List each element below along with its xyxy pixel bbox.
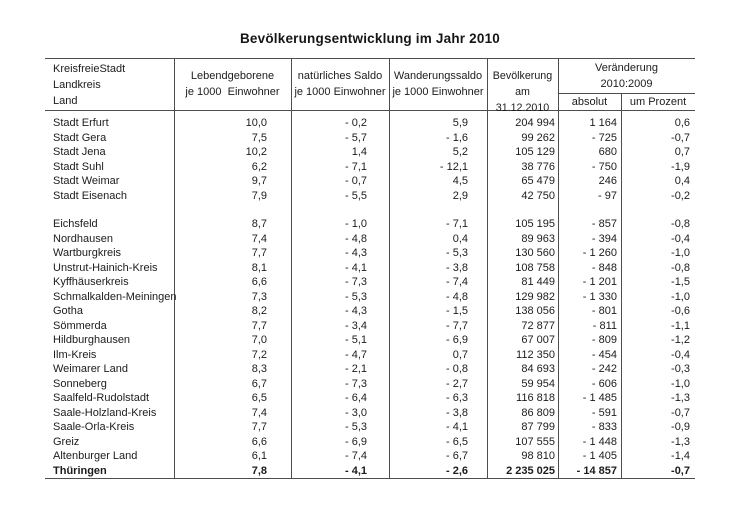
cell-value: - 809 xyxy=(591,334,617,346)
cell-value: -0,7 xyxy=(671,131,690,144)
cell-value: - 848 xyxy=(591,261,617,274)
cell-value: - 0,2 xyxy=(344,117,367,129)
cell-value: -1,3 xyxy=(671,392,690,404)
cell-value: - 4,1 xyxy=(344,464,367,477)
cell-value: 2 235 025 xyxy=(506,464,555,477)
cell-value: - 7,4 xyxy=(445,276,468,288)
cell-value: - 750 xyxy=(591,160,617,173)
cell-value: - 3,0 xyxy=(344,406,367,419)
cell-value: 8,1 xyxy=(251,261,267,274)
cell-value: 246 xyxy=(598,175,617,187)
row-label: Stadt Weimar xyxy=(53,175,120,187)
cell-value: 7,3 xyxy=(251,290,267,303)
cell-value: 680 xyxy=(598,146,617,158)
table-row xyxy=(45,145,695,160)
cell-value: 7,9 xyxy=(251,189,267,202)
row-label: Thüringen xyxy=(53,464,107,477)
header-line: Land xyxy=(53,95,78,107)
row-label: Wartburgkreis xyxy=(53,247,122,259)
cell-value: 38 776 xyxy=(521,160,555,173)
cell-value: 6,7 xyxy=(251,377,267,390)
cell-value: - 1 260 xyxy=(582,247,617,259)
cell-value: 10,2 xyxy=(245,146,267,158)
cell-value: 7,5 xyxy=(251,131,267,144)
cell-value: 65 479 xyxy=(521,175,555,187)
header-line: natürliches Saldo xyxy=(297,70,383,82)
cell-value: 8,2 xyxy=(251,305,267,317)
header-region-type xyxy=(53,61,125,109)
cell-value: -0,4 xyxy=(671,348,690,361)
row-label: Sömmerda xyxy=(53,319,107,332)
header-line: je 1000 Einwohner xyxy=(392,86,484,98)
cell-value: - 1 330 xyxy=(582,290,617,303)
cell-value: 107 555 xyxy=(515,435,555,448)
row-label: Saalfeld-Rudolstadt xyxy=(53,392,150,404)
header-line: 2010:2009 xyxy=(600,78,653,90)
table-row xyxy=(45,116,695,131)
row-label: Eichsfeld xyxy=(53,218,98,230)
table-row xyxy=(45,217,695,232)
cell-value: - 5,1 xyxy=(344,334,367,346)
group-spacer xyxy=(45,203,695,217)
header-veraenderung xyxy=(558,60,695,92)
cell-value: 42 750 xyxy=(521,189,555,202)
row-label: Schmalkalden-Meiningen xyxy=(53,290,177,303)
table-row xyxy=(45,160,695,175)
cell-value: - 4,3 xyxy=(344,247,367,259)
cell-value: - 6,5 xyxy=(445,435,468,448)
cell-value: - 4,8 xyxy=(344,232,367,245)
row-label: Weimarer Land xyxy=(53,363,128,375)
cell-value: 7,7 xyxy=(251,247,267,259)
cell-value: 6,5 xyxy=(251,392,267,404)
cell-value: 105 129 xyxy=(515,146,555,158)
cell-value: - 7,1 xyxy=(445,218,468,230)
cell-value: - 394 xyxy=(591,232,617,245)
cell-value: - 6,9 xyxy=(344,435,367,448)
cell-value: 0,7 xyxy=(674,146,690,158)
cell-value: 59 954 xyxy=(521,377,555,390)
cell-value: - 7,7 xyxy=(445,319,468,332)
population-table xyxy=(45,58,695,478)
cell-value: - 1,0 xyxy=(344,218,367,230)
cell-value: 8,3 xyxy=(251,363,267,375)
cell-value: - 12,1 xyxy=(439,160,468,173)
cell-value: -1,5 xyxy=(671,276,690,288)
cell-value: 0,6 xyxy=(674,117,690,129)
table-row xyxy=(45,377,695,392)
cell-value: - 2,1 xyxy=(344,363,367,375)
cell-value: 0,7 xyxy=(452,348,468,361)
cell-value: - 6,9 xyxy=(445,334,468,346)
cell-value: 1,4 xyxy=(351,146,367,158)
table-row xyxy=(45,261,695,276)
cell-value: - 0,8 xyxy=(445,363,468,375)
cell-value: 7,7 xyxy=(251,421,267,433)
cell-value: -1,4 xyxy=(671,450,690,462)
cell-value: 86 809 xyxy=(521,406,555,419)
table-row xyxy=(45,246,695,261)
total-row xyxy=(45,464,695,479)
table-row xyxy=(45,189,695,204)
cell-value: - 4,3 xyxy=(344,305,367,317)
table-body xyxy=(45,110,695,478)
table-row xyxy=(45,449,695,464)
cell-value: - 4,1 xyxy=(445,421,468,433)
cell-value: - 5,3 xyxy=(344,290,367,303)
cell-value: 116 818 xyxy=(516,392,555,404)
table-row xyxy=(45,420,695,435)
cell-value: 89 963 xyxy=(521,232,555,245)
row-label: Unstrut-Hainich-Kreis xyxy=(53,261,158,274)
cell-value: -1,9 xyxy=(671,160,690,173)
row-label: Stadt Eisenach xyxy=(53,189,127,202)
cell-value: - 454 xyxy=(591,348,617,361)
cell-value: 6,2 xyxy=(251,160,267,173)
cell-value: 7,8 xyxy=(251,464,267,477)
cell-value: -1,0 xyxy=(671,377,690,390)
cell-value: -0,2 xyxy=(671,189,690,202)
cell-value: 6,1 xyxy=(251,450,267,462)
table-row xyxy=(45,348,695,363)
cell-value: - 5,7 xyxy=(344,131,367,144)
row-label: Saale-Orla-Kreis xyxy=(53,421,135,433)
cell-value: - 3,8 xyxy=(445,261,468,274)
cell-value: -1,2 xyxy=(671,334,690,346)
table-row xyxy=(45,435,695,450)
cell-value: - 3,4 xyxy=(344,319,367,332)
cell-value: -1,1 xyxy=(671,319,690,332)
cell-value: 129 982 xyxy=(515,290,555,303)
cell-value: 7,2 xyxy=(251,348,267,361)
header-line: am 31.12.2010 xyxy=(495,86,550,114)
header-line: Lebendgeborene xyxy=(190,70,275,82)
cell-value: 72 877 xyxy=(521,319,555,332)
cell-value: - 1 448 xyxy=(582,435,617,448)
cell-value: - 6,7 xyxy=(445,450,468,462)
row-label: Kyffhäuserkreis xyxy=(53,276,129,288)
row-label: Nordhausen xyxy=(53,232,113,245)
cell-value: 4,5 xyxy=(452,175,468,187)
header-um-prozent: um Prozent xyxy=(629,96,687,108)
cell-value: -0,6 xyxy=(671,305,690,317)
cell-value: 7,7 xyxy=(251,319,267,332)
cell-value: 0,4 xyxy=(452,232,468,245)
cell-value: 7,4 xyxy=(251,406,267,419)
header-line: je 1000 Einwohner xyxy=(185,86,280,98)
table-row xyxy=(45,319,695,334)
cell-value: - 7,4 xyxy=(344,450,367,462)
cell-value: - 7,3 xyxy=(344,377,367,390)
cell-value: -0,3 xyxy=(671,363,690,375)
header-natuerliches-saldo xyxy=(291,68,389,100)
header-bevoelkerung xyxy=(487,68,558,116)
row-label: Gotha xyxy=(53,305,83,317)
header-line: je 1000 Einwohner xyxy=(294,86,386,98)
cell-value: 112 350 xyxy=(516,348,555,361)
cell-value: - 7,3 xyxy=(344,276,367,288)
cell-value: -1,3 xyxy=(671,435,690,448)
cell-value: - 2,6 xyxy=(445,464,468,477)
cell-value: - 6,3 xyxy=(445,392,468,404)
cell-value: 130 560 xyxy=(515,247,555,259)
cell-value: - 5,3 xyxy=(344,421,367,433)
cell-value: - 606 xyxy=(591,377,617,390)
row-label: Stadt Jena xyxy=(53,146,106,158)
cell-value: 138 056 xyxy=(515,305,555,317)
cell-value: - 242 xyxy=(591,363,617,375)
cell-value: 7,4 xyxy=(251,232,267,245)
header-lebendgeborene xyxy=(174,68,291,100)
cell-value: -0,8 xyxy=(671,261,690,274)
table-row xyxy=(45,232,695,247)
table-top-border xyxy=(45,58,695,59)
cell-value: - 0,7 xyxy=(344,175,367,187)
table-row xyxy=(45,304,695,319)
row-label: Saale-Holzland-Kreis xyxy=(53,406,157,419)
cell-value: - 1,5 xyxy=(445,305,468,317)
table-row xyxy=(45,391,695,406)
cell-value: - 1 405 xyxy=(582,450,617,462)
cell-value: -0,8 xyxy=(671,218,690,230)
cell-value: 8,7 xyxy=(251,218,267,230)
cell-value: 6,6 xyxy=(251,435,267,448)
cell-value: -1,0 xyxy=(671,247,690,259)
row-label: Altenburger Land xyxy=(53,450,138,462)
header-wanderungssaldo xyxy=(389,68,487,100)
table-row xyxy=(45,174,695,189)
cell-value: - 1,6 xyxy=(445,131,468,144)
cell-value: 0,4 xyxy=(674,175,690,187)
row-label: Stadt Gera xyxy=(53,131,107,144)
cell-value: - 2,7 xyxy=(445,377,468,390)
cell-value: 10,0 xyxy=(245,117,267,129)
cell-value: 99 262 xyxy=(521,131,555,144)
cell-value: - 4,7 xyxy=(344,348,367,361)
table-row xyxy=(45,362,695,377)
header-line: Landkreis xyxy=(53,79,101,91)
table-row xyxy=(45,131,695,146)
cell-value: 6,6 xyxy=(251,276,267,288)
cell-value: -1,0 xyxy=(671,290,690,303)
cell-value: -0,7 xyxy=(671,406,690,419)
cell-value: - 4,8 xyxy=(445,290,468,303)
cell-value: - 1 201 xyxy=(582,276,617,288)
cell-value: - 5,3 xyxy=(445,247,468,259)
cell-value: -0,4 xyxy=(671,232,690,245)
row-label: Hildburghausen xyxy=(53,334,131,346)
cell-value: 1 164 xyxy=(589,117,617,129)
cell-value: 67 007 xyxy=(521,334,555,346)
cell-value: 81 449 xyxy=(521,276,555,288)
cell-value: - 5,5 xyxy=(344,189,367,202)
row-label: Stadt Erfurt xyxy=(53,117,109,129)
cell-value: 105 195 xyxy=(515,218,555,230)
table-row xyxy=(45,290,695,305)
cell-value: - 97 xyxy=(598,189,617,202)
header-line: Wanderungssaldo xyxy=(393,70,483,82)
header-line: KreisfreieStadt xyxy=(53,63,126,75)
cell-value: 2,9 xyxy=(452,189,468,202)
cell-value: - 833 xyxy=(591,421,617,433)
cell-value: - 725 xyxy=(591,131,617,144)
header-line: Veränderung xyxy=(595,62,658,74)
cell-value: 9,7 xyxy=(251,175,267,187)
cell-value: - 801 xyxy=(591,305,617,317)
cell-value: -0,7 xyxy=(671,464,690,477)
cell-value: - 1 485 xyxy=(582,392,617,404)
table-row xyxy=(45,333,695,348)
table-bottom-border xyxy=(45,478,695,479)
cell-value: - 7,1 xyxy=(344,160,367,173)
cell-value: 98 810 xyxy=(521,450,555,462)
cell-value: - 857 xyxy=(591,218,617,230)
cell-value: 84 693 xyxy=(521,363,555,375)
row-label: Stadt Suhl xyxy=(53,160,104,173)
cell-value: 87 799 xyxy=(521,421,555,433)
cell-value: -0,9 xyxy=(671,421,690,433)
row-label: Ilm-Kreis xyxy=(53,348,97,361)
cell-value: 7,0 xyxy=(251,334,267,346)
cell-value: 108 758 xyxy=(515,261,555,274)
cell-value: - 591 xyxy=(591,406,617,419)
header-absolut: absolut xyxy=(571,96,608,108)
header-line: Bevölkerung xyxy=(492,70,553,82)
table-row xyxy=(45,275,695,290)
document-title: Bevölkerungsentwicklung im Jahr 2010 xyxy=(239,31,501,46)
cell-value: - 811 xyxy=(592,319,617,332)
cell-value: 204 994 xyxy=(515,117,555,129)
row-label: Sonneberg xyxy=(53,377,107,390)
row-label: Greiz xyxy=(53,435,80,448)
table-row xyxy=(45,406,695,421)
cell-value: - 4,1 xyxy=(344,261,367,274)
cell-value: 5,9 xyxy=(452,117,468,129)
cell-value: - 14 857 xyxy=(576,464,617,477)
cell-value: 5,2 xyxy=(452,146,468,158)
cell-value: - 6,4 xyxy=(344,392,367,404)
cell-value: - 3,8 xyxy=(445,406,468,419)
